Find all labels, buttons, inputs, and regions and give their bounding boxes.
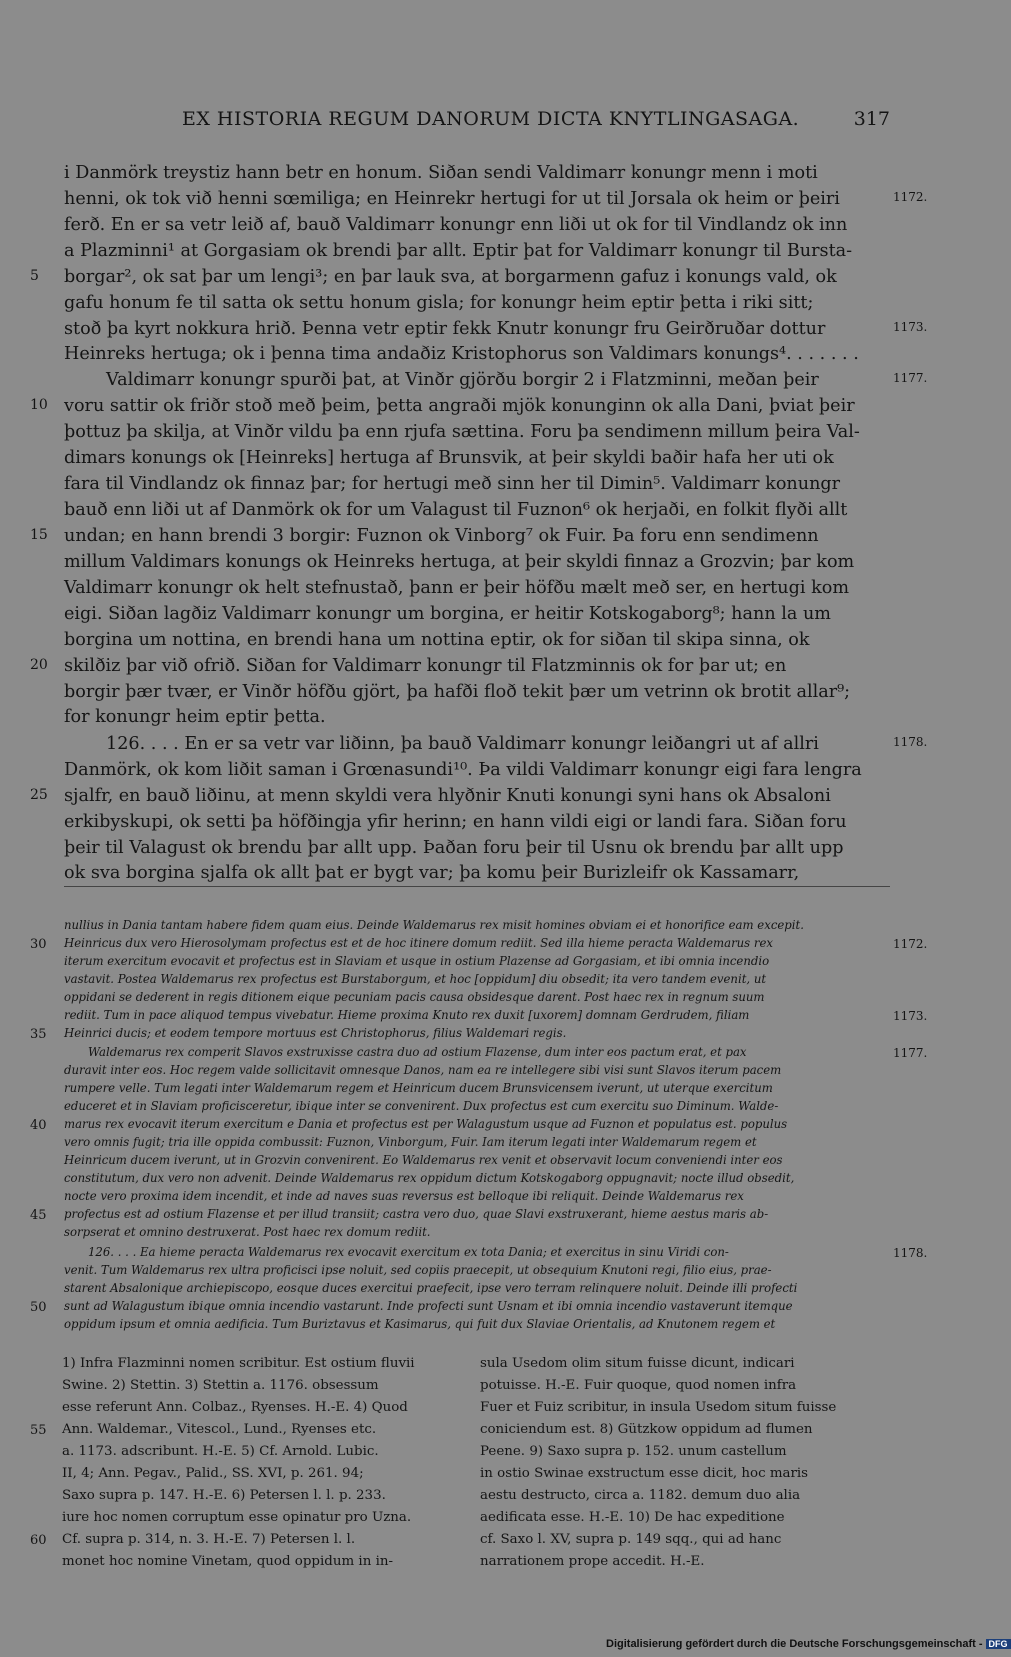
footnote-line: Cf. supra p. 314, n. 3. H.-E. 7) Petersen l. l. xyxy=(62,1532,356,1547)
text-line: gafu honum fe til satta ok settu honum gisla; for konungr heim eptir þetta i riki sitt; xyxy=(64,293,814,313)
latin-line: vastavit. Postea Waldemarus rex profectus est Burstaborgum, et hoc [oppidum] diu obsedit; ita vero tandem evenit, ut xyxy=(64,972,767,986)
text-line: erkibyskupi, ok setti þa höfðingja yfir herinn; en hann vildi eigi or landi fara. Siðan foru xyxy=(64,812,847,832)
latin-line: duravit inter eos. Hoc regem valde sollicitavit omnesque Danos, nam ea re intellegere sibi visi sunt Slavos iterum pacem xyxy=(64,1063,782,1077)
text-line: ferð. En er sa vetr leið af, bauð Valdimarr konungr enn liði ut ok for til Vindlandz ok inn xyxy=(64,215,848,235)
footnote-separator-rule xyxy=(64,886,890,887)
page-number: 317 xyxy=(853,108,890,130)
text-line: þeir til Valagust ok brendu þar allt upp. Þaðan foru þeir til Usnu ok brendu þar allt upp xyxy=(64,838,844,858)
text-line: þottuz þa skilja, at Vinðr vildu þa enn rjufa sættina. Foru þa sendimenn millum þeira Val- xyxy=(64,422,860,442)
latin-line: profectus est ad ostium Flazense et per illud transiit; castra vero duo, quae Slavi exstruxerant, hieme aestus maris ab- xyxy=(64,1207,769,1221)
latin-line: starent Absalonique archiepiscopo, eosque duces exercitui praefecit, ipse vero terram relinquere noluit. Deinde illi profecti xyxy=(64,1281,798,1295)
latin-line: sorpserat et omnino destruxerat. Post haec rex domum rediit. xyxy=(64,1225,431,1239)
margin-year: 1177. xyxy=(893,371,928,385)
latin-line: sunt ad Walagustum ibique omnia incendio vastarunt. Inde profecti sunt Usnam et ibi omnia incendio vastaverunt itemque xyxy=(64,1299,793,1313)
line-number: 30 xyxy=(30,937,47,952)
line-number: 60 xyxy=(30,1533,47,1548)
text-line: i Danmörk treystiz hann betr en honum. Siðan sendi Valdimarr konungr menn i moti xyxy=(64,163,818,183)
footnote-line: monet hoc nomine Vinetam, quod oppidum in in- xyxy=(62,1554,394,1569)
text-line: dimars konungs ok [Heinreks] hertuga af Brunsvik, at þeir skyldi baðir hafa her uti ok xyxy=(64,448,834,468)
latin-line: nullius in Dania tantam habere fidem quam eius. Deinde Waldemarus rex misit homines obviam ei et honorifice eam excepit. xyxy=(64,918,804,932)
latin-line: vero omnis fugit; tria ille oppida combussit: Fuznon, Vinborgum, Fuir. Iam iterum legati inter Waldemarum regem et xyxy=(64,1135,757,1149)
text-line: a Plazminni¹ at Gorgasiam ok brendi þar allt. Eptir þat for Valdimarr konungr til Bursta- xyxy=(64,241,853,261)
text-line: Heinreks hertuga; ok i þenna tima andaðiz Kristophorus son Valdimars konungs⁴. . . . . . . xyxy=(64,344,859,364)
latin-line: Heinrici ducis; et eodem tempore mortuus est Christophorus, filius Waldemari regis. xyxy=(64,1026,567,1040)
latin-line: rediit. Tum in pace aliquod tempus vivebatur. Hieme proxima Knuto rex duxit [uxorem] domnam Gerdrudem, filiam xyxy=(64,1008,750,1022)
footnote-line: cf. Saxo l. XV, supra p. 149 sqq., qui ad hanc xyxy=(480,1532,782,1547)
footnote-line: Ann. Waldemar., Vitescol., Lund., Ryenses etc. xyxy=(62,1422,377,1437)
text-line: for konungr heim eptir þetta. xyxy=(64,707,326,727)
latin-line: Heinricus dux vero Hierosolymam profectus est et de hoc itinere domum rediit. Sed illa hieme peracta Waldemarus rex xyxy=(64,936,773,950)
margin-year: 1173. xyxy=(893,1009,928,1023)
latin-line: venit. Tum Waldemarus rex ultra proficisci ipse noluit, sed copiis praecepit, ut obsequium Knutoni regi, filio eius, prae- xyxy=(64,1263,772,1277)
footnote-line: II, 4; Ann. Pegav., Palid., SS. XVI, p. 261. 94; xyxy=(62,1466,364,1481)
text-line: borgar², ok sat þar um lengi³; en þar lauk sva, at borgarmenn gafuz i konungs vald, ok xyxy=(64,267,837,287)
footnote-line: 1) Infra Flazminni nomen scribitur. Est ostium fluvii xyxy=(62,1356,415,1371)
text-line: henni, ok tok við henni sœmiliga; en Heinrekr hertugi for ut til Jorsala ok heim or þeiri xyxy=(64,189,840,209)
latin-line: Heinricum ducem iverunt, ut in Grozvin convenirent. Eo Waldemarus rex venit et observavit locum conveniendi inter eos xyxy=(64,1153,783,1167)
line-number: 40 xyxy=(30,1118,47,1133)
latin-line: rumpere velle. Tum legati inter Waldemarum regem et Heinricum ducem Brunsvicensem iverunt, ut uterque exercitum xyxy=(64,1081,773,1095)
footnote-line: iure hoc nomen corruptum esse opinatur pro Uzna. xyxy=(62,1510,412,1525)
digitization-credit xyxy=(606,1638,1011,1650)
latin-line: Waldemarus rex comperit Slavos exstruxisse castra duo ad ostium Flazense, dum inter eos pactum erat, et pax xyxy=(88,1045,747,1059)
latin-line: iterum exercitum evocavit et profectus est in Slaviam et usque in ostium Plazense ad Gorgasiam, et ibi omnia incendio xyxy=(64,954,770,968)
footnote-line: Fuer et Fuiz scribitur, in insula Usedom situm fuisse xyxy=(480,1400,837,1415)
line-number: 10 xyxy=(30,397,48,413)
line-number: 50 xyxy=(30,1300,47,1315)
footnote-line: Swine. 2) Stettin. 3) Stettin a. 1176. obsessum xyxy=(62,1378,379,1393)
footnote-line: narrationem prope accedit. H.-E. xyxy=(480,1554,705,1569)
text-line: ok sva borgina sjalfa ok allt þat er bygt var; þa komu þeir Burizleifr ok Kassamarr, xyxy=(64,863,800,883)
line-number: 20 xyxy=(30,657,48,673)
text-line: borgir þær tvær, er Vinðr höfðu gjört, þa hafði floð tekit þær um vetrinn ok brotit allar⁹; xyxy=(64,682,851,702)
footnote-line: a. 1173. adscribunt. H.-E. 5) Cf. Arnold. Lubic. xyxy=(62,1444,379,1459)
line-number: 5 xyxy=(30,268,39,284)
latin-line: 126. . . . Ea hieme peracta Waldemarus rex evocavit exercitum ex tota Dania; et exercitus in sinu Viridi con- xyxy=(88,1245,729,1259)
text-line: fara til Vindlandz ok finnaz þar; for hertugi með sinn her til Dimin⁵. Valdimarr konungr xyxy=(64,474,841,494)
latin-line: constitutum, dux vero non advenit. Deinde Waldemarus rex oppidum dictum Kotskogaborg oppugnavit; nocte illud obsedit, xyxy=(64,1171,795,1185)
latin-line: oppidum ipsum et omnia aedificia. Tum Buriztavus et Kasimarus, qui fuit dux Slaviae Orientalis, ad Knutonem regem et xyxy=(64,1317,776,1331)
footnote-line: sula Usedom olim situm fuisse dicunt, indicari xyxy=(480,1356,795,1371)
footnote-line: in ostio Swinae exstructum esse dicit, hoc maris xyxy=(480,1466,809,1481)
text-line: 126. . . . En er sa vetr var liðinn, þa bauð Valdimarr konungr leiðangri ut af allri xyxy=(106,734,819,754)
running-title: EX HISTORIA REGUM DANORUM DICTA KNYTLINGASAGA. xyxy=(182,108,800,130)
text-line: Danmörk, ok kom liðit saman i Grœnasundi¹⁰. Þa vildi Valdimarr konungr eigi fara lengra xyxy=(64,760,862,780)
latin-line: marus rex evocavit iterum exercitum e Dania et profectus est per Walagustum usque ad Fuznon et populatus est. populus xyxy=(64,1117,788,1131)
text-line: Valdimarr konungr ok helt stefnustað, þann er þeir höfðu mælt með ser, en hertugi kom xyxy=(64,578,849,598)
footnote-line: esse referunt Ann. Colbaz., Ryenses. H.-E. 4) Quod xyxy=(62,1400,408,1415)
footnote-line: aedificata esse. H.-E. 10) De hac expeditione xyxy=(480,1510,785,1525)
text-line: sjalfr, en bauð liðinu, at menn skyldi vera hlyðnir Knuti konungi syni hans ok Absaloni xyxy=(64,786,831,806)
text-line: undan; en hann brendi 3 borgir: Fuznon ok Vinborg⁷ ok Fuir. Þa foru enn sendimenn xyxy=(64,526,819,546)
footnote-line: potuisse. H.-E. Fuir quoque, quod nomen infra xyxy=(480,1378,797,1393)
line-number: 55 xyxy=(30,1423,47,1438)
line-number: 45 xyxy=(30,1208,47,1223)
credit-text: Digitalisierung gefördert durch die Deutsche Forschungsgemeinschaft - xyxy=(606,1638,983,1650)
text-line: skilðiz þar við ofrið. Siðan for Valdimarr konungr til Flatzminnis ok for þar ut; en xyxy=(64,656,787,676)
text-line: eigi. Siðan lagðiz Valdimarr konungr um borgina, er heitir Kotskogaborg⁸; hann la um xyxy=(64,604,831,624)
margin-year: 1178. xyxy=(893,735,928,749)
footnote-line: Peene. 9) Saxo supra p. 152. unum castellum xyxy=(480,1444,787,1459)
running-header xyxy=(60,108,890,132)
text-line: Valdimarr konungr spurði þat, at Vinðr gjörðu borgir 2 i Flatzminni, meðan þeir xyxy=(106,370,819,390)
line-number: 35 xyxy=(30,1027,47,1042)
line-number: 25 xyxy=(30,787,48,803)
footnote-line: Saxo supra p. 147. H.-E. 6) Petersen l. l. p. 233. xyxy=(62,1488,386,1503)
margin-year: 1172. xyxy=(893,190,928,204)
text-line: borgina um nottina, en brendi hana um nottina eptir, ok for siðan til skipa sinna, ok xyxy=(64,630,810,650)
text-line: millum Valdimars konungs ok Heinreks hertuga, at þeir skyldi finnaz a Grozvin; þar kom xyxy=(64,552,855,572)
margin-year: 1178. xyxy=(893,1246,928,1260)
line-number: 15 xyxy=(30,527,48,543)
footnote-line: coniciendum est. 8) Gützkow oppidum ad flumen xyxy=(480,1422,813,1437)
margin-year: 1177. xyxy=(893,1046,928,1060)
latin-line: educeret et in Slaviam proficisceretur, ibique inter se convenirent. Dux profectus est cum exercitu suo Diminum. Walde- xyxy=(64,1099,779,1113)
text-line: bauð enn liði ut af Danmörk ok for um Valagust til Fuznon⁶ ok herjaði, en folkit flyði allt xyxy=(64,500,848,520)
text-line: voru sattir ok friðr stoð með þeim, þetta angraði mjök konunginn ok alla Dani, þviat þeir xyxy=(64,396,855,416)
dfg-logo: DFG xyxy=(986,1639,1011,1649)
text-line: stoð þa kyrt nokkura hrið. Þenna vetr eptir fekk Knutr konungr fru Geirðruðar dottur xyxy=(64,319,826,339)
latin-line: nocte vero proxima idem incendit, et inde ad naves suas reversus est belloque ibi reliquit. Deinde Waldemarus rex xyxy=(64,1189,744,1203)
footnote-line: aestu destructo, circa a. 1182. demum duo alia xyxy=(480,1488,801,1503)
latin-line: oppidani se dederent in regis ditionem eique pecuniam pacis causa obsidesque darent. Post haec rex in regnum suum xyxy=(64,990,765,1004)
margin-year: 1173. xyxy=(893,320,928,334)
margin-year: 1172. xyxy=(893,937,928,951)
